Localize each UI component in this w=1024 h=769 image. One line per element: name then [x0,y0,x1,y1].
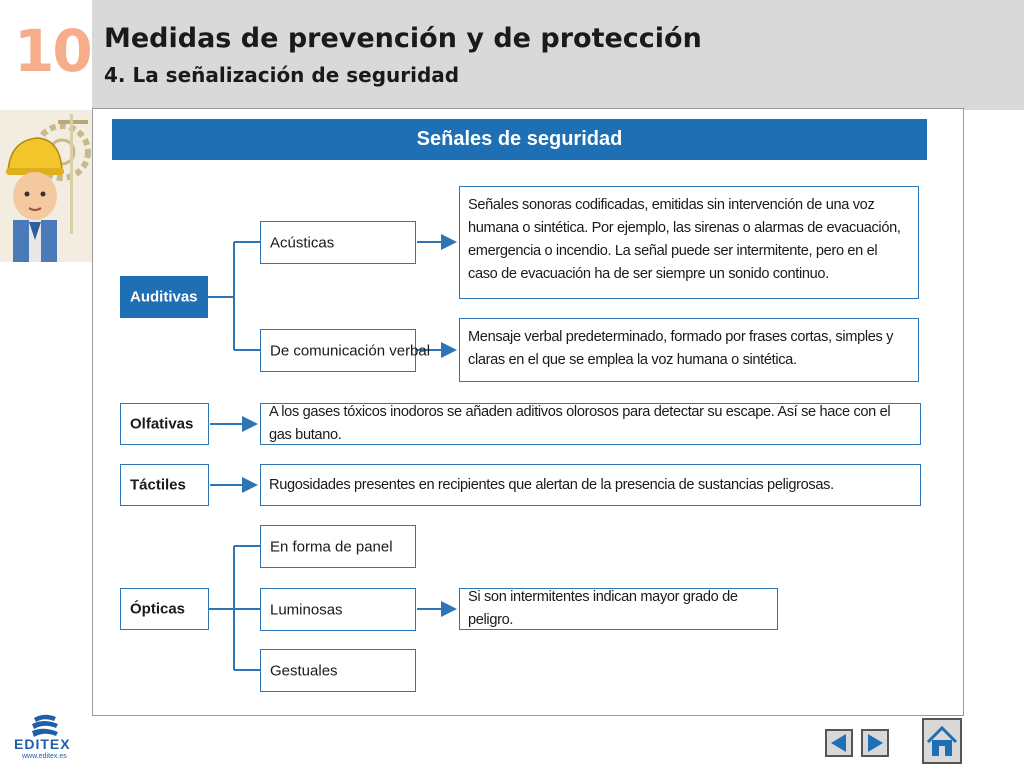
editex-logo-url: www.editex.es [22,753,67,760]
description-tactiles: Rugosidades presentes en recipientes que alertan de la presencia de sustancias peligrosas. [260,464,921,506]
description-acusticas: Señales sonoras codificadas, emitidas sin intervención de una voz humana o sintética. Por ejemplo, las sirenas o alarmas de evacuación, emergencia o incendio. La señal puede ser intermitente, pero en el caso de evacuación ha de ser siempre un sonido continuo. [459,186,919,299]
editex-logo [10,712,80,762]
subtype-panel-label: En forma de panel [270,538,393,555]
category-olfativas-label: Olfativas [130,415,194,433]
description-luminosas: Si son intermitentes indican mayor grado de peligro. [459,588,778,630]
house-icon [922,718,962,764]
subtype-acusticas [260,221,416,264]
category-tactiles-label: Táctiles [130,476,186,494]
category-auditivas-label: Auditivas [130,288,198,306]
subtype-luminosas-label: Luminosas [270,601,343,618]
category-opticas [120,588,209,630]
category-olfativas [120,403,209,445]
chapter-number: 10 [14,17,91,85]
subtype-verbal [260,329,431,372]
next-button[interactable] [861,729,889,757]
page-subtitle: 4. La señalización de seguridad [104,63,460,87]
description-olfativas: A los gases tóxicos inodoros se añaden aditivos olorosos para detectar su escape. Así se hace con el gas butano. [260,403,921,445]
page-title: Medidas de prevención y de protección [104,23,702,54]
subtype-acusticas-label: Acústicas [270,234,335,251]
subtype-panel [260,525,416,568]
category-opticas-label: Ópticas [130,600,186,618]
triangle-right-icon [861,729,889,757]
subtype-gestuales [260,649,416,692]
home-button[interactable] [922,718,962,764]
description-verbal: Mensaje verbal predeterminado, formado por frases cortas, simples y claras en el que se emplea la voz humana o sintética. [459,318,919,382]
prev-button[interactable] [825,729,853,757]
editex-logo-text: EDITEX [14,736,71,752]
triangle-left-icon [825,729,853,757]
diagram-title-banner: Señales de seguridad [112,119,927,160]
subtype-luminosas [260,588,416,631]
category-tactiles [120,464,209,506]
subtype-gestuales-label: Gestuales [270,662,338,679]
category-auditivas [120,276,208,318]
subtype-verbal-label: De comunicación verbal [270,342,431,359]
